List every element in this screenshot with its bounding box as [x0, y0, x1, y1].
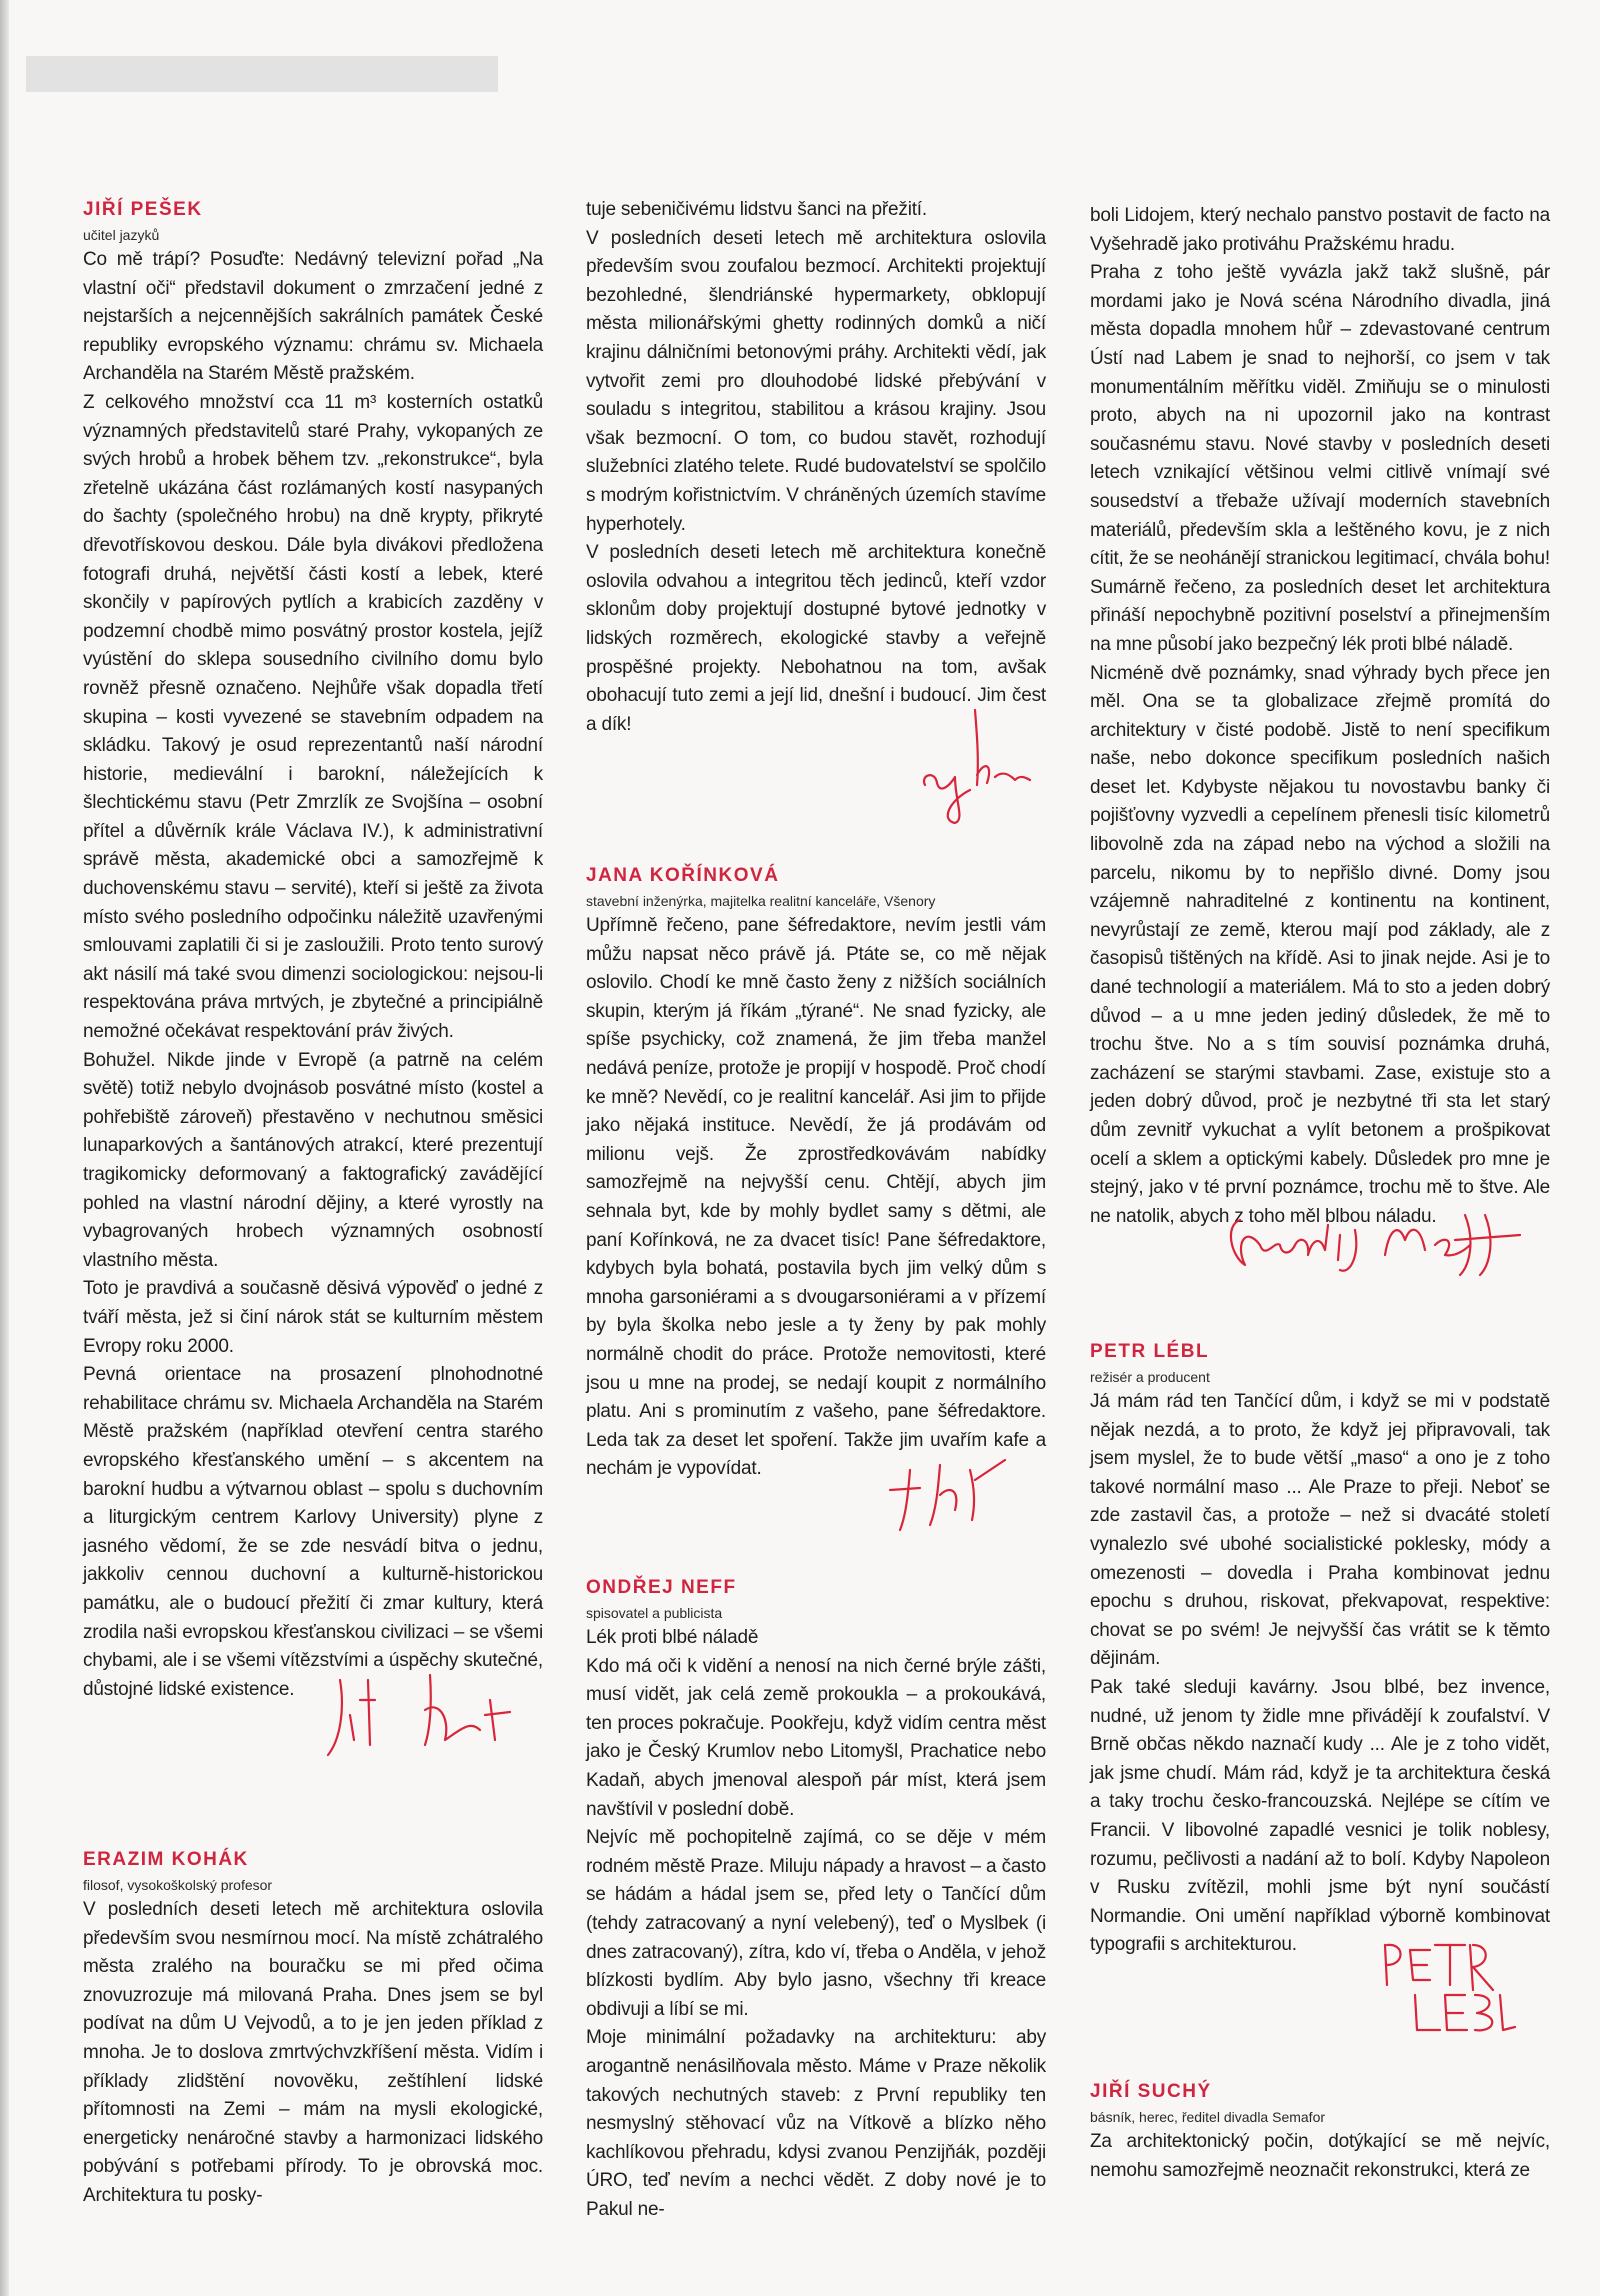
- author-name: ERAZIM KOHÁK: [83, 1849, 249, 1870]
- contribution-erazim-kohak-continued: [586, 196, 1046, 739]
- author-role: stavební inženýrka, majitelka realitní kanceláře, Všenory: [586, 893, 936, 909]
- author-name: JIŘÍ PEŠEK: [83, 199, 203, 220]
- article-text: [83, 246, 543, 1704]
- paragraph: Moje minimální požadavky na architekturu: aby arogantně nenásilňovala město. Máme v Praze několik takových nechutných staveb: z První republiky ten nesmyslný stěhovací vůz na Vítkově a blízko něho kachlíkovou přehradu, kdysi zvanou Penzijňák, později ÚRO, teď nevím a nechci vědět. Z doby nové je to Pakul ne-: [586, 2027, 1046, 2220]
- paragraph: Za architektonický počin, dotýkající se mě nejvíc, nemohu samozřejmě neoznačit rekonstrukci, která ze: [1090, 2131, 1550, 2181]
- article-text: [586, 1624, 1046, 2224]
- section-header-band: [26, 56, 498, 92]
- article-text: [1090, 1388, 1550, 1960]
- article-text: [1090, 202, 1550, 1231]
- paragraph: Upřímně řečeno, pane šéfredaktore, nevím jestli vám můžu napsat něco právě já. Ptáte se, co mě nějak oslovilo. Chodí ke mně často ženy z nižších sociálních skupin, kterým já říkám „týrané“. Ne snad fyzicky, ale spíše psychicky, což znamená, že jim třeba manžel nedává peníze, protože je propijí v hospodě. Proč chodí ke mně? Nevědí, co je realitní kancelář. Asi jim to přijde jako nějaká instituce. Nevědí, že já prodávám od milionu vejš. Že zprostředkovávám nabídky samozřejmě na nejvyšší cenu. Chtějí, abych jim sehnala byt, kde by mohly bydlet samy s dětmi, ale paní Kořínková, ne za dvacet tisíc! Pane šéfredaktore, kdybych byla bohatá, postavila bych jim velký dům s mnoha garsoniérami a s dvougarsoniérami a v přízemí by byla školka nebo jesle a ty ženy by pak mohly normálně chodit do práce. Protože nemovitosti, které jsou u mne na prodej, se nedají koupit z normálního platu. Ani s prominutím z vašeho, pane šéfredaktore. Leda tak za deset let spoření. Takže jim uvařím kafe a nechám je vypovídat.: [586, 915, 1046, 1480]
- author-name: PETR LÉBL: [1090, 1341, 1210, 1362]
- paragraph: Nicméně dvě poznámky, snad výhrady bych přece jen měl. Ona se ta globalizace zřejmě promítá do architektury v čisté podobě. Jistě to není specifikum naše, nebo dokonce specifikum posledních našich deset let. Kdybyste nějakou tu novostavbu banky či pojišťovny vyzvedli a cepelínem přenesli tisíc kilometrů libovolně zda na západ nebo na východ a složili na parcelu, nikomu by to nepřišlo divné. Domy jsou vzájemně nahraditelné z kontinentu na kontinent, nevyrůstají ze země, kterou mají pod základy, ale z časopisů tištěných na křídě. Asi to jinak nejde. Asi je to dané technologií a materiálem. Má to sto a jeden dobrý důvod – a u mne jeden jediný důsledek, že mě to trochu štve. No a s tím souvisí poznámka druhá, zacházení se starými stavbami. Zase, existuje sto a jeden dobrý důvod, proč je nezbytné tři sta let starý dům zevnitř vykuchat a vylít betonem a prošpikovat ocelí a sklem a optickými kabely. Důsledek pro mne je stejný, jako v té první poznámce, trochu mě to štve. Ale ne natolik, abych z toho měl blbou náladu.: [1090, 662, 1550, 1227]
- paragraph: tuje sebeničivému lidstvu šanci na přežití.: [586, 199, 927, 220]
- author-role: spisovatel a publicista: [586, 1605, 723, 1621]
- author-name: JIŘÍ SUCHÝ: [1090, 2081, 1212, 2102]
- article-text: [586, 912, 1046, 1484]
- signature-ondrej-neff: [1220, 1195, 1530, 1280]
- paragraph: Bohužel. Nikde jinde v Evropě (a patrně na celém světě) totiž nebylo dvojnásob posvátné místo (kostel a pohřebiště zároveň) přestavěno v nechutnou směsici lunaparkových a šantánových atrakcí, které prezentují tragikomicky deformovaný a faktografický zavádějící pohled na vlastní národní dějiny, a které vyrostly na vybagrovaných hrobech významných osobností vlastního města.: [83, 1049, 543, 1271]
- paragraph: Pevná orientace na prosazení plnohodnotné rehabilitace chrámu sv. Michaela Archanděla na Starém Městě pražském (například otevření centra starého evropského křesťanského umění – s akcentem na barokní hudbu a výtvarnou oblast – spolu s duchovním a liturgickým centrem Karlovy University) plyne z jasného vědomí, že se zde nesvádí bitva o jednu, jakkoliv cennou duchovní a kulturně-historickou památku, ale o budoucí přežití či zmar kultury, která zrodila naši evropskou křesťanskou civilizaci – se všemi chybami, ale i se všemi vítězstvími a úspěchy skutečné, důstojné lidské existence.: [83, 1364, 543, 1700]
- author-role: filosof, vysokoškolský profesor: [83, 1877, 273, 1893]
- author-name: ONDŘEJ NEFF: [586, 1577, 737, 1598]
- author-role: režisér a producent: [1090, 1369, 1210, 1385]
- signature-jiri-pesek: [320, 1660, 530, 1760]
- paragraph: Toto je pravdivá a současně děsivá výpověď o jedné z tváří města, jež si činí nárok stát se kulturním městem Evropy roku 2000.: [83, 1278, 543, 1357]
- author-role: učitel jazyků: [83, 227, 160, 243]
- article-text: [586, 196, 1046, 739]
- paragraph: boli Lidojem, který nechalo panstvo postavit de facto na Vyšehradě jako protiváhu Pražskému hradu.: [1090, 205, 1550, 255]
- contribution-petr-lebl: [1090, 1338, 1550, 1960]
- contribution-ondrej-neff-continued: [1090, 202, 1550, 1231]
- contribution-erazim-kohak: [83, 1846, 543, 2211]
- paragraph: Lék proti blbé náladě: [586, 1627, 759, 1648]
- article-text: [83, 1896, 543, 2211]
- paragraph: Kdo má oči k vidění a nenosí na nich černé brýle zášti, musí vidět, jak celá země prokoukla – a prokoukává, ten proces pokračuje. Pookřeju, když vidím centra měst jako je Český Krumlov nebo Litomyšl, Prachatice nebo Kadaň, abych jmenoval alespoň pár míst, která jsem navštívil v poslední době.: [586, 1655, 1046, 1820]
- author-name: JANA KOŘÍNKOVÁ: [586, 865, 780, 886]
- contribution-ondrej-neff: [586, 1574, 1046, 2224]
- paragraph: V posledních deseti letech mě architektura oslovila především svou nesmírnou mocí. Na místě zchátralého města zralého na bouračku se mi před očima znovuzrozuje má milovaná Praha. Dnes jsem se byl podívat na dům U Vejvodů, a to je jen jeden příklad z mnoha. Je to doslova zmrtvýchvzkříšení města. Vidím i příklady zlidštění novověku, zeštíhlení lidské přítomnosti na Zemi – mám na mysli ekologické, energeticky nenáročné stavby a harmonizaci lidského pobývání s potřebami přírody. To je obrovská moc. Architektura tu posky-: [83, 1899, 543, 2206]
- contribution-jiri-pesek: [83, 196, 543, 1704]
- author-role: básník, herec, ředitel divadla Semafor: [1090, 2109, 1326, 2125]
- signature-ondrej-neff-small: [880, 1450, 1015, 1535]
- article-text: [1090, 2128, 1550, 2185]
- paragraph: Praha z toho ještě vyvázla jakž takž slušně, pár mordami jako je Nová scéna Národního divadla, jiná města dopadla mnohem hůř – zdevastované centrum Ústí nad Labem je snad to nejhorší, co jsem v tak monumentálním měřítku viděl. Zmiňuju se o minulosti proto, abych na ni upozornil jako na kontrast současnému stavu. Nové stavby v posledních deseti letech vznikající většinou velmi citlivě vnímají své sousedství a třebaže užívají moderních stavebních materiálů, především skla a leštěného kovu, je z nich cítit, že se neohánějí stranickou legitimací, chvála bohu! Sumárně řečeno, za posledních deset let architektura přináší nepochybně pozitivní poselství a přinejmenším na mne působí jako bezpečný lék proti blbé náladě.: [1090, 262, 1550, 655]
- paragraph: Já mám rád ten Tančící dům, i když se mi v podstatě nějak nezdá, a to proto, že když jej připravovali, tak jsem myslel, že to bude větší „maso“ a ono je z toho takové normální maso ... Ale Praze to přeji. Neboť se zde zastavil čas, a protože – než si dvacáté století vynalezlo své ubohé socialistické poklesky, módy a omezenosti – dovedla i Praha kombinovat jednu epochu s druhou, riskovat, překvapovat, respektive: chovat se po svém! Je nejvyšší čas vrátit se k těmto dějinám.: [1090, 1391, 1550, 1670]
- contribution-jiri-suchy: [1090, 2078, 1550, 2185]
- paragraph: V posledních deseti letech mě architektura konečně oslovila odvahou a integritou těch jedinců, kteří vzdor sklonům doby projektují dostupné bytové jednotky v lidských rozměrech, ekologické stavby a veřejně prospěšné projekty. Nebohatnou na tom, avšak obohacují tuto zemi a její lid, dnešní i budoucí. Jim čest a dík!: [586, 542, 1046, 735]
- paragraph: V posledních deseti letech mě architektura oslovila především svou zoufalou bezmocí. Architekti projektují bezohledné, šlendriánské hypermarkety, obklopují města milionářskými ghetty rodinných domků a ničí krajinu dálničními betonovými práhy. Architekti vědí, jak vytvořit zemi pro dlouhodobé lidské přebývání v souladu s integritou, stabilitou a krásou krajiny. Jsou však bezmocní. O tom, co budou stavět, rozhodují služebníci zlatého telete. Rudé budovatelství se spolčilo s modrým kořistnictvím. V chráněných územích stavíme hyperhotely.: [586, 227, 1046, 535]
- paragraph: Nejvíc mě pochopitelně zajímá, co se děje v mém rodném městě Praze. Miluju nápady a hravost – a často se hádám a hádal jsem se, před lety o Tančící dům (tehdy zatracovaný a nyní velebený), teď o Myslbek (i dnes zatracovaný), zítra, kdo ví, třeba o Anděla, v jehož blízkosti bydlím. Aby bylo jasno, všechny tři kreace obdivuji a líbí se mi.: [586, 1827, 1046, 2020]
- paragraph: Z celkového množství cca 11 m³ kosterních ostatků významných představitelů staré Prahy, vykopaných ze svých hrobů a hrobek během tzv. „rekonstrukce“, byla zřetelně ukázána část rozlámaných kostí nasypaných do šachty (společného hrobu) na dně krypty, přikryté dřevotřískovou deskou. Dále byla divákovi předložena fotografi druhá, největší části kostí a lebek, které skončily v papírových pytlích a krabicích zazděny v podzemní chodbě mimo posvátný prostor kostela, jejíž vyústění do sklepa sousedního civilního domu bylo rovněž přesně označeno. Nejhůře však dopadla třetí skupina – kosti vyvezené se stavebním odpadem na skládku. Takový je osud reprezentantů naší národní historie, medievální i barokní, náležejících k šlechtickému stavu (Petr Zmrzlík ze Svojšína – osobní přítel a důvěrník krále Václava IV.), k administrativní správě města, akademické obci a samozřejmě k duchovenskému stavu – servité), kteří si ještě za života místo svého posledního odpočinku náležitě uzavřenými smlouvami zaplatili či si je zasloužili. Proto tento surový akt násilí má také svou dimenzi sociologickou: nejsou-li respektována práva mrtvých, je zbytečné a principiálně nemožné očekávat respektování práv živých.: [83, 391, 543, 1043]
- contribution-jana-korinkova: [586, 862, 1046, 1484]
- signature-petr-lebl: [1375, 1935, 1520, 2040]
- page-binding-edge: [0, 0, 9, 2296]
- paragraph: Co mě trápí? Posuďte: Nedávný televizní pořad „Na vlastní oči“ představil dokument o zmrzačení jedné z nejstarších a nejcennějších sakrálních památek České republiky evropského významu: chrámu sv. Michaela Archanděla na Starém Městě pražském.: [83, 249, 543, 385]
- paragraph: Pak také sleduji kavárny. Jsou blbé, bez invence, nudné, už jenom ty židle mne přivádějí k zoufalství. V Brně občas někdo naznačí kudy ... Ale je z toho vidět, jak jsme chudí. Mám rád, když je ta architektura česká a taky trochu česko-francouzská. Nejlépe se cítím ve Francii. V libovolné zapadlé vesnici je tolik noblesy, rozumu, pečlivosti a nadání až to bolí. Kdyby Napoleon v Rusku zvítězil, mohli jsme být nyní součástí Normandie. Oni umění například výborně kombinovat typografii s architekturou.: [1090, 1676, 1550, 1956]
- signature-jana-korinkova: [915, 705, 1040, 830]
